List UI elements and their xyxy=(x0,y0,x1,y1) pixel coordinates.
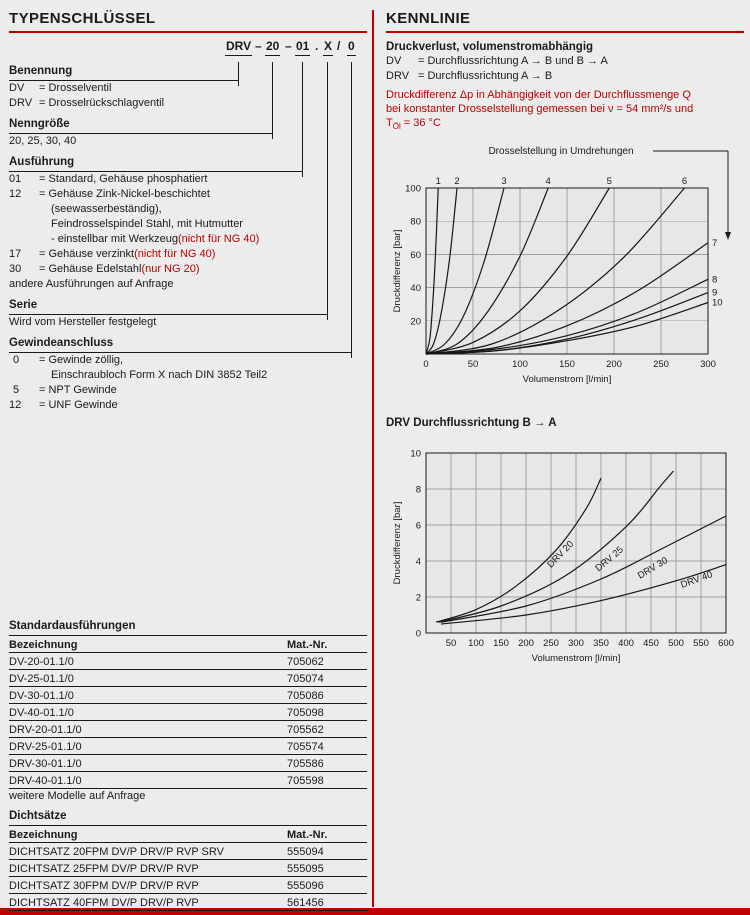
svg-text:7: 7 xyxy=(712,237,718,249)
cell-matnr: 555096 xyxy=(287,880,324,892)
cell-bezeichnung: DRV-25-01.1/0 xyxy=(9,741,82,753)
svg-text:100: 100 xyxy=(405,183,421,195)
table-body xyxy=(9,843,367,911)
heading-benennung: Benennung xyxy=(9,63,239,81)
table-row xyxy=(9,721,367,738)
table-title: Standardausführungen xyxy=(9,618,367,636)
benennung-row: DV = Drosselventil xyxy=(9,82,112,94)
svg-text:350: 350 xyxy=(593,638,609,650)
svg-text:600: 600 xyxy=(718,638,734,650)
code-separator: / xyxy=(337,39,341,53)
svg-text:250: 250 xyxy=(543,638,559,650)
svg-text:200: 200 xyxy=(606,359,622,371)
svg-text:Volumenstrom [l/min]: Volumenstrom [l/min] xyxy=(531,653,621,665)
cell-matnr: 555094 xyxy=(287,846,324,858)
ausfuehrung-row: 17 = Gehäuse verzinkt (nicht für NG 40) xyxy=(9,248,216,260)
cell-matnr: 705574 xyxy=(287,741,324,753)
svg-text:40: 40 xyxy=(410,283,421,295)
serie-row: Wird vom Hersteller festgelegt xyxy=(9,316,157,328)
cell-bezeichnung: DRV-40-01.1/0 xyxy=(9,775,82,787)
benennung-row: DRV = Drosselrückschlagventil xyxy=(9,97,165,109)
code-token-gewinde: 0 xyxy=(347,39,356,56)
svg-text:3: 3 xyxy=(501,176,507,188)
ausfuehrung-row-cont: (seewasserbeständig), xyxy=(51,203,162,215)
table-row xyxy=(9,653,367,670)
right-title-rule xyxy=(386,31,744,33)
ausfuehrung-row: 01 = Standard, Gehäuse phosphatiert xyxy=(9,173,208,185)
cell-bezeichnung: DV-30-01.1/0 xyxy=(9,690,74,702)
chart-subtitle: Druckverlust, volumenstromabhängig xyxy=(386,41,594,53)
nenngroesse-row: 20, 25, 30, 40 xyxy=(9,135,77,147)
svg-text:450: 450 xyxy=(643,638,659,650)
cell-bezeichnung: DICHTSATZ 40FPM DV/P DRV/P RVP xyxy=(9,897,199,909)
svg-text:4: 4 xyxy=(415,556,421,568)
drv-flow-direction-chart xyxy=(386,443,738,675)
heading-ausfuehrung: Ausführung xyxy=(9,154,303,172)
table-header xyxy=(9,636,367,653)
left-title: TYPENSCHLÜSSEL xyxy=(9,10,156,27)
svg-text:10: 10 xyxy=(712,297,723,309)
ausfuehrung-note: andere Ausführungen auf Anfrage xyxy=(9,278,174,290)
code-token-serie: X xyxy=(323,39,333,56)
code-separator: . xyxy=(315,39,319,53)
characteristic-curve-section xyxy=(386,10,744,675)
svg-text:300: 300 xyxy=(568,638,584,650)
svg-text:150: 150 xyxy=(493,638,509,650)
svg-text:6: 6 xyxy=(681,176,688,188)
cell-matnr: 705586 xyxy=(287,758,324,770)
svg-text:500: 500 xyxy=(668,638,684,650)
svg-text:80: 80 xyxy=(410,216,421,228)
table-row xyxy=(9,843,367,860)
svg-text:8: 8 xyxy=(415,484,421,496)
svg-text:150: 150 xyxy=(559,359,575,371)
cell-bezeichnung: DICHTSATZ 30FPM DV/P DRV/P RVP xyxy=(9,880,199,892)
right-title: KENNLINIE xyxy=(386,10,471,27)
cell-bezeichnung: DV-20-01.1/0 xyxy=(9,656,74,668)
code-separator: – xyxy=(285,39,292,53)
svg-text:50: 50 xyxy=(467,359,479,371)
cell-matnr: 705062 xyxy=(287,656,324,668)
table-row xyxy=(9,670,367,687)
svg-text:0: 0 xyxy=(415,628,421,640)
gewinde-row-cont: Einschraubloch Form X nach DIN 3852 Teil2 xyxy=(51,369,268,381)
ausfuehrung-row: 12 = Gehäuse Zink-Nickel-beschichtet xyxy=(9,188,210,200)
svg-text:0: 0 xyxy=(423,359,429,371)
table-row xyxy=(9,894,367,911)
flow-direction-def: DV = Durchflussrichtung A → B und B → A xyxy=(386,55,608,67)
connector-line-nenngroesse xyxy=(272,62,273,139)
cell-bezeichnung: DV-40-01.1/0 xyxy=(9,707,74,719)
measurement-conditions-note: Druckdifferenz Δp in Abhängigkeit von der Durchflussmenge Q bei konstanter Drosselstellung gemessen bei ν = 54 mm²/s und $T_{Öl} = 36$ °C xyxy=(386,89,694,132)
cell-bezeichnung: DICHTSATZ 25FPM DV/P DRV/P RVP xyxy=(9,863,199,875)
svg-text:60: 60 xyxy=(410,250,421,262)
column-header-bezeichnung: Bezeichnung xyxy=(9,829,78,841)
table-note: weitere Modelle auf Anfrage xyxy=(9,790,146,802)
code-token-ausfuehrung: 01 xyxy=(295,39,310,56)
cell-matnr: 561456 xyxy=(287,897,324,909)
code-token-nenngroesse: 20 xyxy=(265,39,280,56)
svg-text:DRV 20: DRV 20 xyxy=(545,539,577,571)
svg-text:200: 200 xyxy=(518,638,534,650)
column-header-bezeichnung: Bezeichnung xyxy=(9,639,78,651)
ausfuehrung-row: 30 = Gehäuse Edelstahl (nur NG 20) xyxy=(9,263,200,275)
svg-text:50: 50 xyxy=(445,638,457,650)
svg-text:550: 550 xyxy=(693,638,709,650)
table-row xyxy=(9,755,367,772)
ausfuehrung-row-cont: Feindrosselspindel Stahl, mit Hutmutter xyxy=(51,218,243,230)
seal-kits-table xyxy=(9,808,367,911)
code-token-benennung: DRV xyxy=(225,39,252,56)
svg-text:2: 2 xyxy=(415,592,421,604)
type-code xyxy=(9,39,367,59)
svg-text:Drosselstellung in Umdrehungen: Drosselstellung in Umdrehungen xyxy=(488,146,634,158)
standard-versions-table xyxy=(9,618,367,804)
svg-text:Druckdifferenz [bar]: Druckdifferenz [bar] xyxy=(392,501,403,585)
svg-text:5: 5 xyxy=(606,176,612,188)
cell-matnr: 555095 xyxy=(287,863,324,875)
gewinde-row: 0 = Gewinde zöllig, xyxy=(13,354,124,366)
cell-matnr: 705074 xyxy=(287,673,324,685)
svg-text:2: 2 xyxy=(454,176,460,188)
svg-text:100: 100 xyxy=(468,638,484,650)
pressure-loss-chart xyxy=(386,142,738,394)
svg-text:10: 10 xyxy=(410,448,421,460)
table-row xyxy=(9,877,367,894)
cell-matnr: 705098 xyxy=(287,707,324,719)
svg-text:20: 20 xyxy=(410,316,421,328)
svg-text:4: 4 xyxy=(545,176,551,188)
connector-line-benennung xyxy=(238,62,239,86)
table-header xyxy=(9,826,367,843)
svg-text:100: 100 xyxy=(512,359,528,371)
type-key-section xyxy=(9,10,367,911)
table-row xyxy=(9,860,367,877)
cell-matnr: 705086 xyxy=(287,690,324,702)
ausfuehrung-row-cont: - einstellbar mit Werkzeug (nicht für NG 40) xyxy=(51,233,260,245)
left-title-rule xyxy=(9,31,367,33)
heading-serie: Serie xyxy=(9,297,328,315)
table-row xyxy=(9,704,367,721)
svg-text:400: 400 xyxy=(618,638,634,650)
connector-line-gewinde xyxy=(351,62,352,358)
svg-text:Druckdifferenz [bar]: Druckdifferenz [bar] xyxy=(392,229,403,313)
chart2-title: DRV Durchflussrichtung B → A xyxy=(386,417,557,430)
cell-bezeichnung: DRV-30-01.1/0 xyxy=(9,758,82,770)
cell-matnr: 705598 xyxy=(287,775,324,787)
table-title: Dichtsätze xyxy=(9,808,367,826)
svg-text:8: 8 xyxy=(712,274,718,286)
svg-text:Volumenstrom [l/min]: Volumenstrom [l/min] xyxy=(522,374,612,386)
code-separator: – xyxy=(255,39,262,53)
heading-nenngroesse: Nenngröße xyxy=(9,116,273,134)
svg-text:6: 6 xyxy=(415,520,421,532)
heading-gewindeanschluss: Gewindeanschluss xyxy=(9,335,352,353)
type-code-diagram xyxy=(9,39,367,419)
connector-line-ausfuehrung xyxy=(302,62,303,177)
flow-direction-def: DRV = Durchflussrichtung A → B xyxy=(386,70,553,82)
cell-matnr: 705562 xyxy=(287,724,324,736)
gewinde-row: 5 = NPT Gewinde xyxy=(13,384,117,396)
table-row xyxy=(9,772,367,789)
svg-text:DRV 25: DRV 25 xyxy=(593,544,626,575)
gewinde-row: 12 = UNF Gewinde xyxy=(9,399,118,411)
column-divider xyxy=(372,10,374,907)
table-row xyxy=(9,687,367,704)
svg-text:1: 1 xyxy=(435,176,441,188)
svg-text:9: 9 xyxy=(712,287,718,299)
cell-bezeichnung: DRV-20-01.1/0 xyxy=(9,724,82,736)
svg-text:250: 250 xyxy=(653,359,669,371)
table-row xyxy=(9,738,367,755)
svg-text:DRV 40: DRV 40 xyxy=(679,569,715,592)
connector-line-serie xyxy=(327,62,328,320)
svg-text:300: 300 xyxy=(700,359,716,371)
cell-bezeichnung: DV-25-01.1/0 xyxy=(9,673,74,685)
cell-bezeichnung: DICHTSATZ 20FPM DV/P DRV/P RVP SRV xyxy=(9,846,224,858)
column-header-matnr: Mat.-Nr. xyxy=(287,639,328,651)
table-body xyxy=(9,653,367,789)
column-header-matnr: Mat.-Nr. xyxy=(287,829,328,841)
svg-text:DRV 30: DRV 30 xyxy=(635,555,670,582)
